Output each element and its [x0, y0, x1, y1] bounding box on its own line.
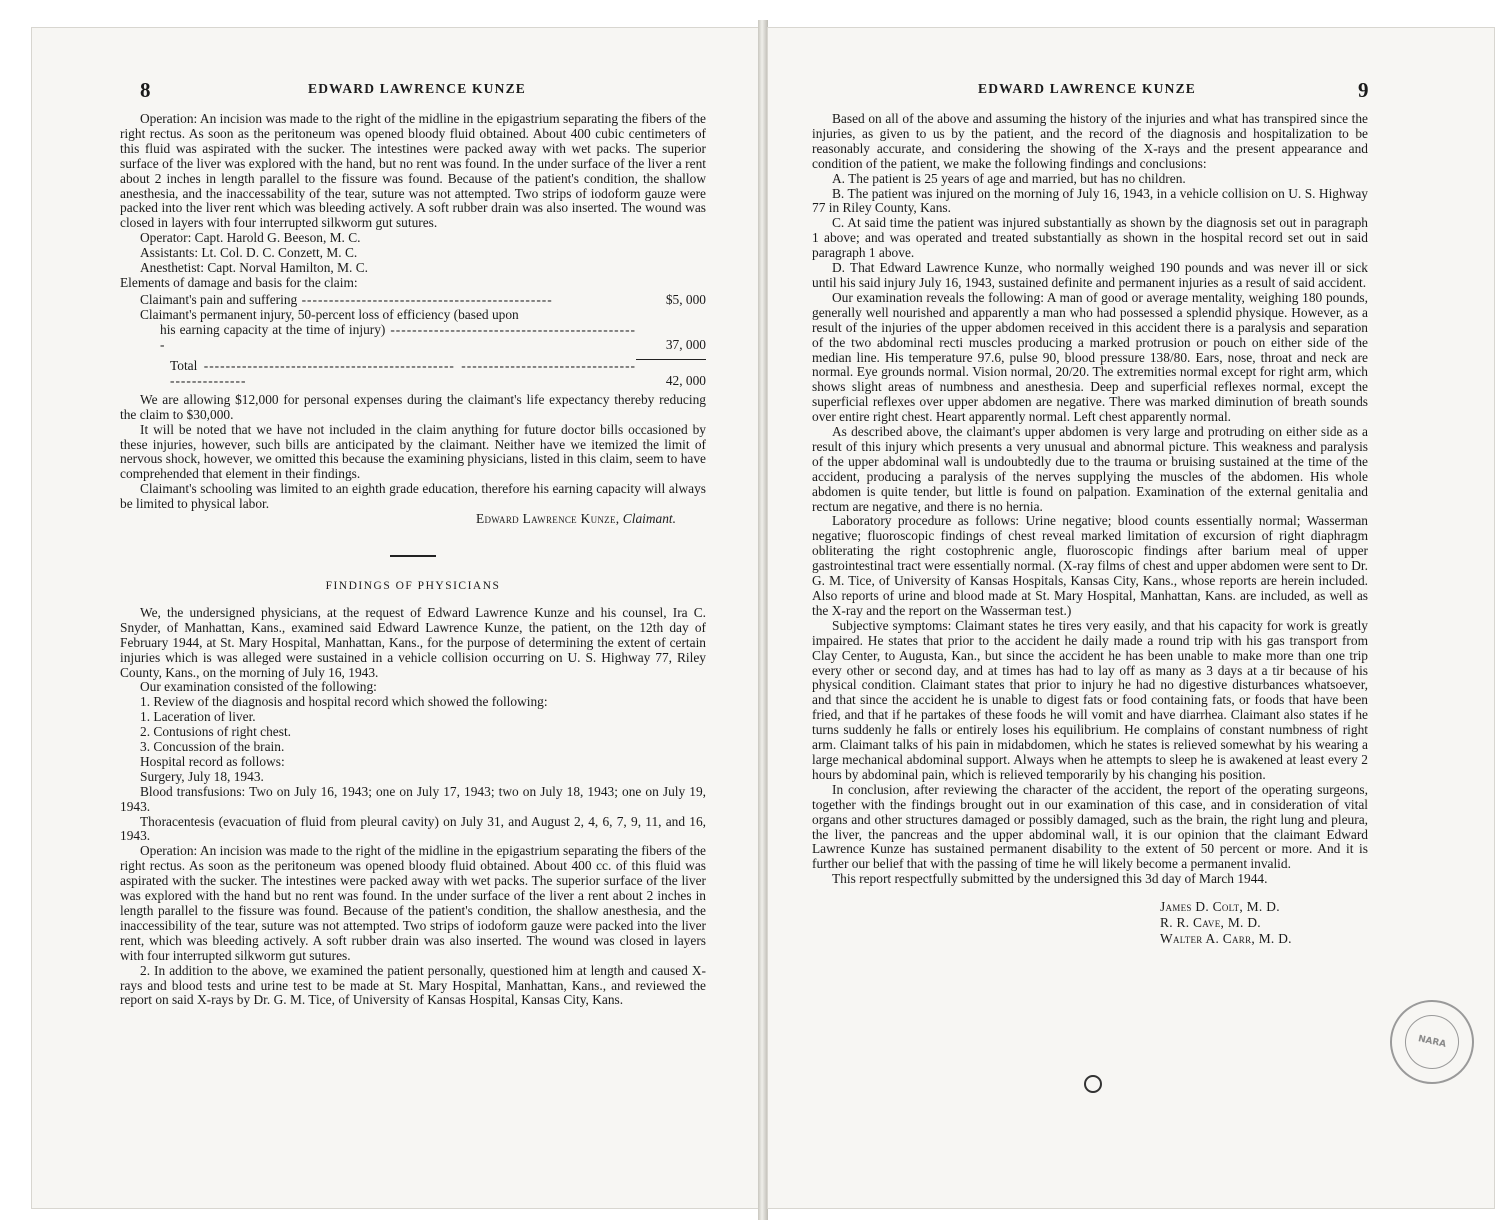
- right-page-text: [812, 112, 1368, 947]
- page-number-left: 8: [140, 78, 151, 102]
- operation-paragraph-2: Operation: An incision was made to the right of the midline in the epigastrium separating the fibers of the right rectus. As soon as the peritoneum was opened bloody fluid obtained. About 400 cc. of this fluid was aspirated with the sucker. The intestines were packed away with wet packs. The superior surface of the liver was explored with the hand but no rent was found. In the under surface of the liver a rent about 2 inches in length parallel to the fissure was found. Because of the patient's condition, the shallow anesthesia, and the inaccessibility of the tear, suture was not attempted. Two strips of iodoform gauze were packed into the liver rent, which was bleeding actively. A soft rubber drain was also inserted. The wound was closed in layers with four interrupted silkworm gut sutures.: [120, 843, 706, 963]
- diagnosis-item-2: 2. Contusions of right chest.: [140, 724, 292, 740]
- schooling-paragraph: Claimant's schooling was limited to an eighth grade education, therefore his earning capacity will always be limited to physical labor.: [120, 481, 706, 512]
- anesthetist-line: Anesthetist: Capt. Norval Hamilton, M. C.: [140, 260, 368, 276]
- laboratory-paragraph: Laboratory procedure as follows: Urine negative; blood counts essentially normal; Wasserman negative; fluoroscopic findings of chest reveal marked limitation of excursion of right diaphragm obliterating the right costophrenic angle, fluoroscopic findings after barium meal of upper gastrointestinal tract were essentially normal. (X-ray films of chest and upper abdomen were sent to Dr. G. M. Tice, of University of Kansas Hospitals, Kansas City, Kans., whose reports are herein included. Also reports of urine and blood made at St. Mary Hospital, Manhattan, Kans. are included, as well as the X-ray and the report on the Wasserman test.): [812, 513, 1368, 618]
- findings-heading: FINDINGS OF PHYSICIANS: [325, 579, 501, 592]
- left-page-text: [120, 112, 706, 1008]
- elements-heading: Elements of damage and basis for the claim:: [120, 274, 358, 290]
- book-gutter: [758, 20, 768, 1220]
- exam-consisted-line: Our examination consisted of the following:: [140, 679, 377, 695]
- examination-paragraph: Our examination reveals the following: A man of good or average mentality, weighing 180 pounds, generally well nourished and apparently a man who had possessed a splendid physique. However, as a result of the injuries of the upper abdomen received in this accident there is a paralysis and separation of the two abdominal recti muscles producing a marked protrusion or pouch on either side of the median line. His temperature 97.6, pulse 90, blood pressure 138/80. Ears, nose, throat and neck are normal. Eye grounds normal. Vision normal, 20/20. The extremities normal except for right arm, which shows slight areas of numbness and anesthesia. Deep and superficial reflexes normal, except the superficial reflexes over upper abdomen are negative. There was marked diminution of breath sounds over entire right chest. Heart apparently normal. Left chest apparently normal.: [812, 289, 1368, 425]
- claim-table: [120, 293, 706, 389]
- described-paragraph: As described above, the claimant's upper abdomen is very large and protruding on either side as a result of this injury which presents a very unusual and abnormal picture. This weakness and paralysis of the upper abdominal wall is undoubtedly due to the trauma or bruising sustained at the time of the accident, producing a paralysis of the nerves supplying the muscles of the abdomen. His whole abdomen is quite tender, but little is found on palpation. Examination of the external genitalia and rectum are negative, and there is no hernia.: [812, 424, 1368, 514]
- hospital-record-line: Hospital record as follows:: [140, 753, 285, 769]
- review-item: 1. Review of the diagnosis and hospital record which showed the following:: [140, 694, 548, 710]
- submitted-paragraph: This report respectfully submitted by the undersigned this 3d day of March 1944.: [832, 871, 1268, 887]
- claimant-signature: [120, 512, 706, 527]
- running-head-right: EDWARD LAWRENCE KUNZE: [978, 81, 1196, 96]
- subjective-paragraph: Subjective symptoms: Claimant states he tires very easily, and that his capacity for work is greatly impaired. He states that prior to the accident he daily made a round trip with his gas transport from Clay Center, to Augusta, Kan., but since the accident he has been unable to make more than one trip every other or second day, and at times has had to lay off as many as 3 days at a tir because of his physical condition. Claimant states that prior to injury he had no digestive disturbances whatsoever, and that since the accident he is unable to digest fats or food containing fats, or foods that have been fried, and that if he partakes of these foods he will vomit and have diarrhea. Claimant also states if he turns suddenly he falls or entirely loses his equilibrium. He complains of constant numbness of right arm. Claimant talks of his pain in midabdomen, which he states is relieved somewhat by his wearing a large mechanical abdominal support. Always when he attempts to sleep he is awakened at least every 2 hours by abdominal pain, which is relieved temporarily by his changing his position.: [812, 617, 1368, 782]
- noted-paragraph: It will be noted that we have not included in the claim anything for future doctor bills occasioned by these injuries, however, such bills are anticipated by the claimant. Neither have we itemized the limit of nervous shock, however, we omitted this because the examining physicians, listed in this claim, seem to have comprehended that element in their findings.: [120, 421, 706, 482]
- diagnosis-item-3: 3. Concussion of the brain.: [140, 739, 285, 755]
- transfusions-paragraph: Blood transfusions: Two on July 16, 1943; one on July 17, 1943; two on July 18, 1943; one on July 19, 1943.: [120, 783, 706, 814]
- allowing-paragraph: We are allowing $12,000 for personal expenses during the claimant's life expectancy thereby reducing the claim to $30,000.: [120, 391, 706, 422]
- punch-hole: [1084, 1075, 1102, 1093]
- finding-a: A. The patient is 25 years of age and married, but has no children.: [832, 170, 1186, 186]
- operation-paragraph: Operation: An incision was made to the right of the midline in the epigastrium separating the fibers of the right rectus. As soon as the peritoneum was opened bloody fluid obtained. About 400 cubic centimeters of this fluid was aspirated with the sucker. The intestines were packed away with wet packs. The superior surface of the liver was explored with the hand, but no rent was found. In the under surface of the liver a rent about 2 inches in length parallel to the fissure was found. Because of the patient's condition, the shallow anesthesia, and the inaccessability of the tear, suture was not attempted. Two strips of iodoform gauze were packed into the liver rent which was bleeding actively. A soft rubber drain was also inserted. The wound was closed in layers with four interrupted silkworm gut sutures.: [120, 111, 706, 231]
- claimant-signature-role: Claimant.: [622, 511, 676, 527]
- addition-paragraph: 2. In addition to the above, we examined the patient personally, questioned him at length and caused X-rays and blood tests and urine test to be made at St. Mary Hospital, Manhattan, Kans., and reviewed the report on said X-rays by Dr. G. M. Tice, of University of Kansas Hospital, Kansas City, Kans.: [120, 962, 706, 1008]
- claim-row-pain: [120, 293, 706, 308]
- section-divider: [390, 555, 436, 557]
- page-number-right: 9: [1358, 78, 1369, 102]
- claim-permanent-label-1: Claimant's permanent injury, 50-percent loss of efficiency (based upon: [140, 306, 519, 322]
- claim-permanent-label-2: his earning capacity at the time of injury): [160, 321, 386, 337]
- claim-row-permanent: [120, 308, 706, 323]
- running-head-left: EDWARD LAWRENCE KUNZE: [308, 81, 526, 96]
- claim-row-total: [120, 359, 706, 389]
- finding-c: C. At said time the patient was injured substantially as shown by the diagnosis set out in paragraph 1 above; and was operated and treated substantially as shown in the hospital record set out in said paragraph 1 above.: [812, 215, 1368, 261]
- thoracentesis-paragraph: Thoracentesis (evacuation of fluid from pleural cavity) on July 31, and August 2, 4, 6, 7, 9, 11, and 16, 1943.: [120, 813, 706, 844]
- diagnosis-item-1: 1. Laceration of liver.: [140, 709, 256, 725]
- signer-carr: Walter A. Carr, M. D.: [1160, 931, 1292, 947]
- surgery-line: Surgery, July 18, 1943.: [140, 768, 264, 784]
- signer-cave: R. R. Cave, M. D.: [1160, 915, 1261, 931]
- assistants-line: Assistants: Lt. Col. D. C. Conzett, M. C.: [140, 245, 358, 261]
- claimant-signature-name: Edward Lawrence Kunze,: [475, 511, 620, 527]
- finding-b: B. The patient was injured on the morning of July 16, 1943, in a vehicle collision on U. S. Highway 77 in Riley County, Kans.: [812, 185, 1368, 216]
- claim-pain-label: Claimant's pain and suffering: [140, 291, 298, 307]
- claim-total-amount: 42, 000: [665, 372, 706, 388]
- findings-paragraph: We, the undersigned physicians, at the request of Edward Lawrence Kunze and his counsel, Ira C. Snyder, of Manhattan, Kans., examined said Edward Lawrence Kunze, the patient, on the 12th day of February 1944, at St. Mary Hospital, Manhattan, Kans., for the purpose of determining the extent of certain injuries which is was alleged were sustained in a vehicle collision occurring on U. S. Highway 77, Riley County, Kans., on the morning of July 16, 1943.: [120, 604, 706, 680]
- signer-colt: James D. Colt, M. D.: [1160, 899, 1280, 915]
- claim-total-label: Total: [170, 358, 198, 373]
- conclusion-paragraph: In conclusion, after reviewing the character of the accident, the report of the operating surgeons, together with the findings brought out in our examination of this case, and in consideration of vital organs and other structures damaged or possibly damaged, such as the brain, the right lung and pleura, the liver, the pancreas and the upper abdominal wall, it is our opinion that the claimant Edward Lawrence Kunze has sustained permanent disability to the extent of 50 percent or more. And it is further our belief that with the passing of time he will likely become a permanent invalid.: [812, 781, 1368, 872]
- claim-pain-amount: $5, 000: [665, 291, 706, 307]
- finding-d: D. That Edward Lawrence Kunze, who normally weighed 190 pounds and was never ill or sick until his said injury July 16, 1943, sustained definite and permanent injuries as a result of said accident.: [812, 260, 1368, 290]
- claim-row-permanent-cont: [120, 323, 706, 353]
- library-stamp-center: NARA: [1400, 1010, 1464, 1074]
- physician-signatures: [1160, 899, 1368, 947]
- based-paragraph: Based on all of the above and assuming the history of the injuries and what has transpired since the injuries, as given to us by the patient, and the record of the diagnosis and hospitalization to be reasonably accurate, and considering the showing of the X-rays and the present appearance and condition of the patient, we make the following findings and conclusions:: [812, 111, 1368, 171]
- operator-line: Operator: Capt. Harold G. Beeson, M. C.: [140, 230, 361, 246]
- claim-permanent-amount: 37, 000: [665, 336, 706, 352]
